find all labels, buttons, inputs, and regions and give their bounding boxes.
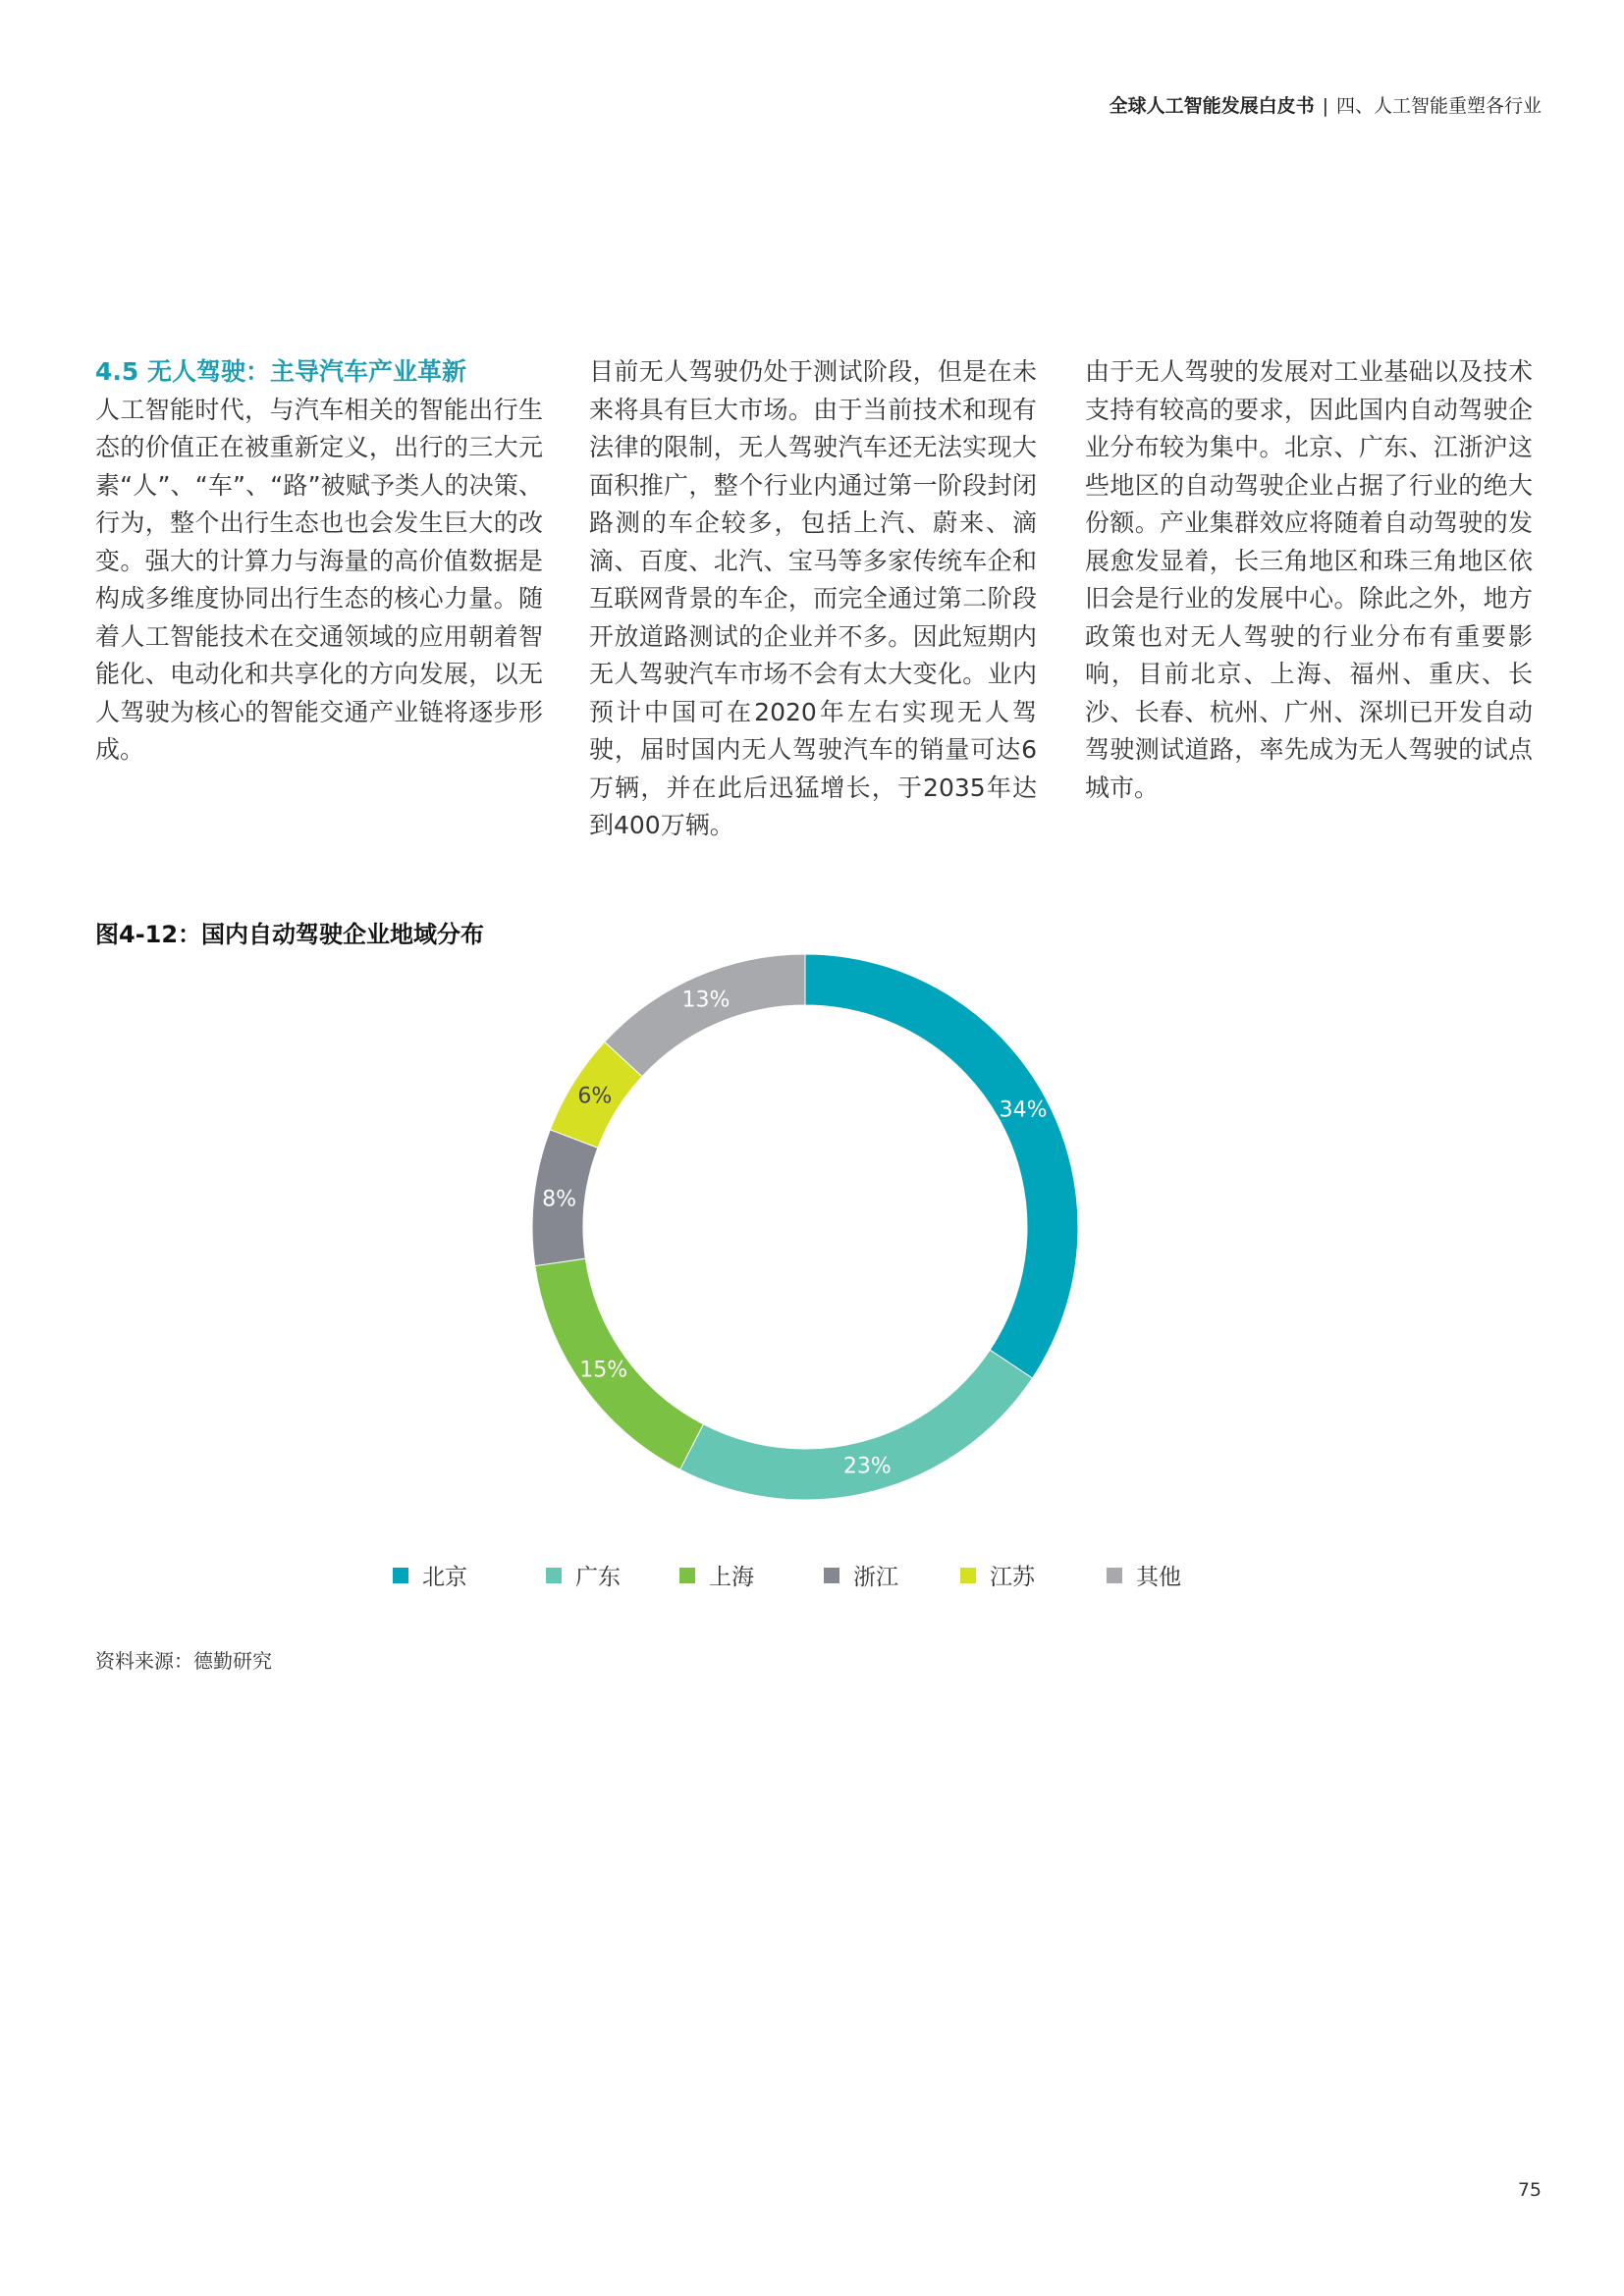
legend-swatch (393, 1568, 408, 1583)
data-label-shanghai: 15% (579, 1358, 628, 1383)
section-title: 4.5 无人驾驶：主导汽车产业革新 (95, 357, 466, 386)
legend-swatch (679, 1568, 695, 1583)
header-chapter: 四、人工智能重塑各行业 (1335, 95, 1542, 117)
legend-item-zhejiang (824, 1559, 898, 1591)
legend-swatch (546, 1568, 562, 1583)
legend-item-jiangsu (960, 1559, 1035, 1591)
legend-label: 其他 (1136, 1565, 1181, 1590)
header-title: 全球人工智能发展白皮书 (1109, 95, 1315, 117)
legend-label: 江苏 (990, 1565, 1035, 1590)
paragraph-3: 由于无人驾驶的发展对工业基础以及技术支持有较高的要求，因此国内自动驾驶企业分布较为集中。北京、广东、江浙沪这些地区的自动驾驶企业占据了行业的绝大份额。产业集群效应将随着自动驾驶的发展愈发显着，长三角地区和珠三角地区依旧会是行业的发展中心。除此之外，地方政策也对无人驾驶的行业分布有重要影响，目前北京、上海、福州、重庆、长沙、长春、杭州、广州、深圳已开发自动驾驶测试道路，率先成为无人驾驶的试点城市。 (1085, 357, 1533, 802)
legend-item-other (1107, 1559, 1181, 1591)
data-label-zhejiang: 8% (542, 1187, 577, 1212)
legend-swatch (1107, 1568, 1122, 1583)
legend-item-beijing (393, 1559, 467, 1591)
chart-legend (393, 1559, 1237, 1594)
figure-source: 资料来源：德勤研究 (95, 1649, 272, 1673)
data-label-jiangsu: 6% (577, 1084, 613, 1109)
legend-swatch (824, 1568, 839, 1583)
legend-item-shanghai (679, 1559, 754, 1591)
data-label-guangdong: 23% (842, 1454, 892, 1479)
paragraph-1: 人工智能时代，与汽车相关的智能出行生态的价值正在被重新定义，出行的三大元素“人”、“车”、“路”被赋予类人的决策、行为，整个出行生态也也会发生巨大的改变。强大的计算力与海量的高价值数据是构成多维度协同出行生态的核心力量。随着人工智能技术在交通领域的应用朝着智能化、电动化和共享化的方向发展，以无人驾驶为核心的智能交通产业链将逐步形成。 (95, 395, 543, 764)
page-number: 75 (1517, 2179, 1542, 2201)
legend-item-guangdong (546, 1559, 621, 1591)
legend-label: 上海 (709, 1565, 754, 1590)
data-label-beijing: 34% (999, 1097, 1048, 1123)
paragraph-2: 目前无人驾驶仍处于测试阶段，但是在未来将具有巨大市场。由于当前技术和现有法律的限制，无人驾驶汽车还无法实现大面积推广，整个行业内通过第一阶段封闭路测的车企较多，包括上汽、蔚来、滴滴、百度、北汽、宝马等多家传统车企和互联网背景的车企，而完全通过第二阶段开放道路测试的企业并不多。因此短期内无人驾驶汽车市场不会有太大变化。业内预计中国可在2020年左右实现无人驾驶，届时国内无人驾驶汽车的销量可达6万辆，并在此后迅猛增长，于2035年达到400万辆。 (589, 357, 1037, 839)
donut-slice-other (605, 954, 805, 1077)
legend-swatch (960, 1568, 976, 1583)
legend-label: 北京 (422, 1565, 467, 1590)
header-separator: | (1322, 95, 1328, 117)
legend-label: 浙江 (853, 1565, 898, 1590)
data-label-other: 13% (681, 988, 731, 1013)
donut-slice-beijing (805, 954, 1078, 1378)
figure-title: 图4-12：国内自动驾驶企业地域分布 (95, 921, 485, 948)
legend-label: 广东 (575, 1565, 621, 1590)
